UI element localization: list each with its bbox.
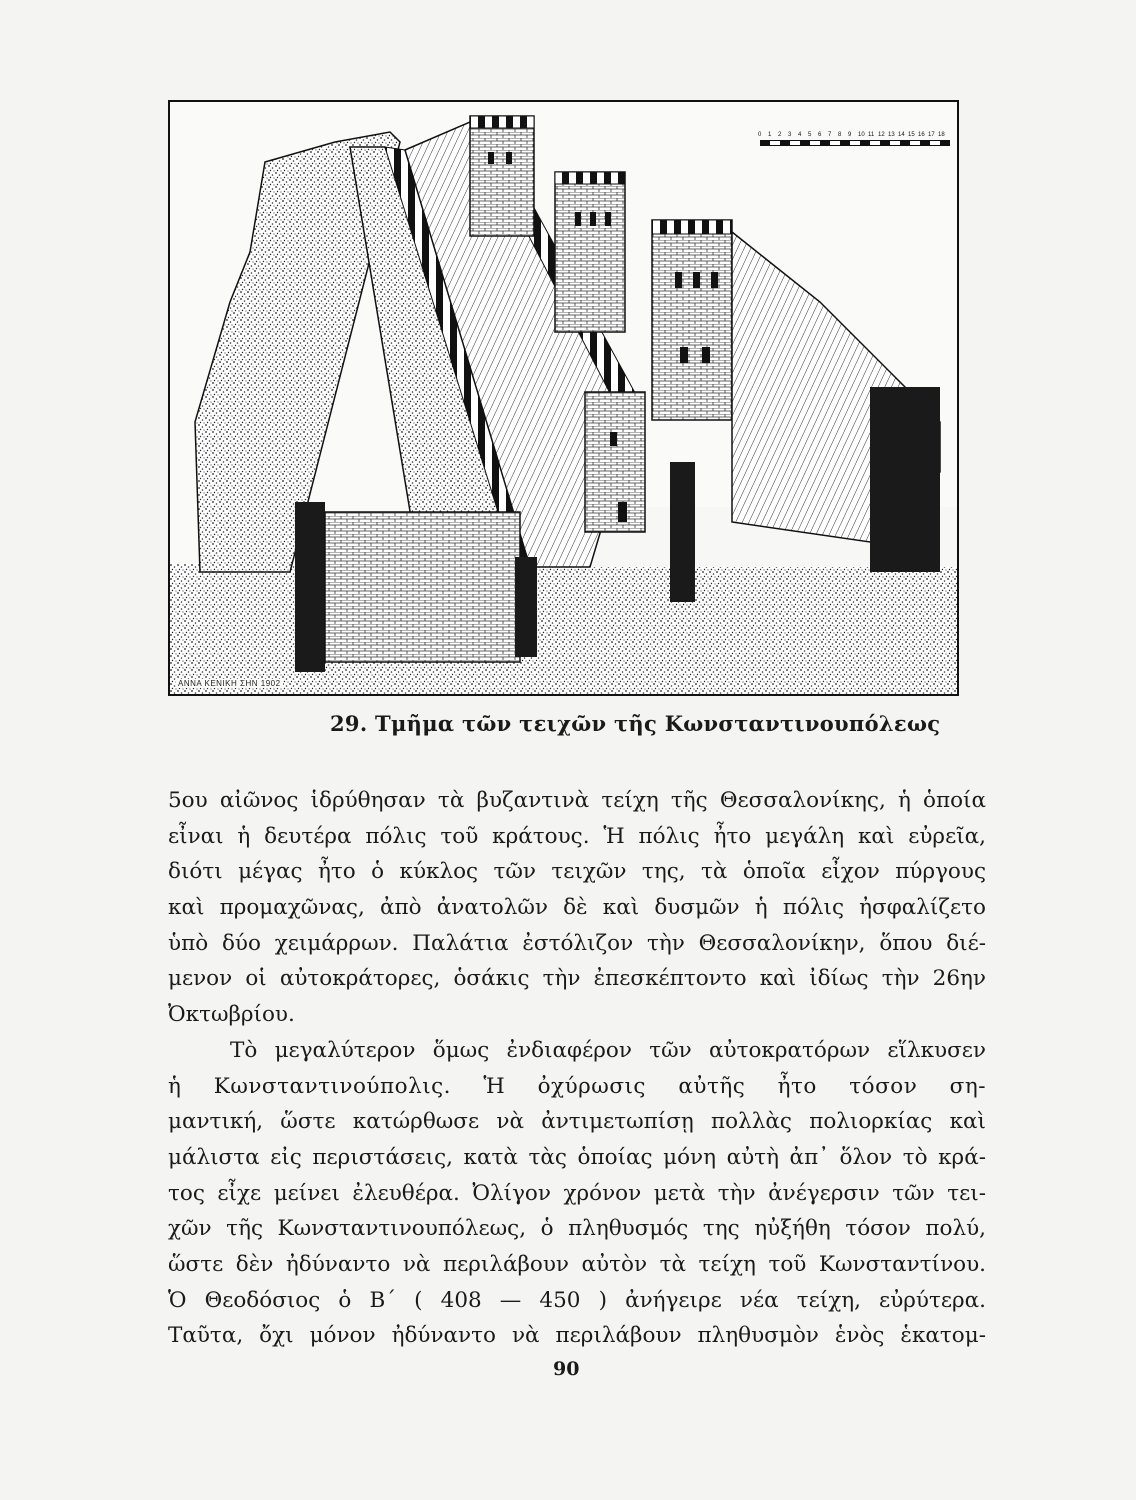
text-line: ὑπὸ δύο χειμάρρων. Παλάτια ἐστόλιζον τὴν Θεσσαλονίκην, ὅπου διέ-	[168, 930, 986, 956]
text-line: τος εἶχε μείνει ἐλευθέρα. Ὀλίγον χρόνον μετὰ τὴν ἀνέγερσιν τῶν τει-	[168, 1180, 986, 1206]
walls-drawing	[170, 102, 957, 694]
figure-caption: 29. Τμῆμα τῶν τειχῶν τῆς Κωνσταντινουπόλεως	[330, 711, 941, 736]
scale-label: 7	[828, 132, 832, 138]
scale-label: 9	[848, 132, 852, 138]
text-line: χῶν τῆς Κωνσταντινουπόλεως, ὁ πληθυσμός της ηὐξήθη τόσον πολύ,	[168, 1216, 986, 1242]
page-number: 90	[553, 1358, 580, 1380]
scale-label: 18	[938, 132, 945, 138]
artist-signature: ΑΝΝΑ ΚΕΝΙΚΗ ΣΗΝ 1902	[178, 679, 281, 688]
scale-label: 16	[918, 132, 925, 138]
scale-label: 4	[798, 132, 802, 138]
text-line: Ταῦτα, ὄχι μόνον ἠδύναντο νὰ περιλάβουν πληθυσμὸν ἑνὸς ἑκατομ-	[168, 1323, 986, 1349]
scale-label: 6	[818, 132, 822, 138]
scale-label: 1	[768, 132, 772, 138]
paragraph	[168, 783, 986, 1033]
text-line: 5ου αἰῶνος ἱδρύθησαν τὰ βυζαντινὰ τείχη τῆς Θεσσαλονίκης, ἡ ὁποία	[168, 788, 986, 813]
scale-label: 17	[928, 132, 935, 138]
scale-label: 12	[878, 132, 885, 138]
text-line: διότι μέγας ἦτο ὁ κύκλος τῶν τειχῶν της, τὰ ὁποῖα εἶχον πύργους	[168, 859, 986, 885]
text-line: εἶναι ἡ δευτέρα πόλις τοῦ κράτους. Ἡ πόλις ἦτο μεγάλη καὶ εὐρεῖα,	[168, 823, 986, 849]
scale-label: 5	[808, 132, 812, 138]
figure-illustration	[168, 100, 959, 696]
scale-label: 14	[898, 132, 905, 138]
text-line: ὥστε δὲν ἠδύναντο νὰ περιλάβουν αὐτὸν τὰ τείχη τοῦ Κωνσταντίνου.	[168, 1251, 986, 1277]
scale-label: 15	[908, 132, 915, 138]
text-line: Ὀκτωβρίου.	[168, 1002, 295, 1028]
paragraph	[168, 1033, 986, 1354]
scale-label: 10	[858, 132, 865, 138]
scale-label: 3	[788, 132, 792, 138]
body-text	[168, 783, 986, 1354]
text-line: μάλιστα εἰς περιστάσεις, κατὰ τὰς ὁποίας μόνη αὐτὴ ἀπ᾽ ὅλον τὸ κρά-	[168, 1144, 986, 1170]
text-line: Τὸ μεγαλύτερον ὅμως ἐνδιαφέρον τῶν αὐτοκρατόρων εἵλκυσεν	[230, 1037, 986, 1063]
text-line: μαντική, ὥστε κατώρθωσε νὰ ἀντιμετωπίσῃ πολλὰς πολιορκίας καὶ	[168, 1109, 986, 1135]
text-line: καὶ προμαχῶνας, ἀπὸ ἀνατολῶν δὲ καὶ δυσμῶν ἡ πόλις ἠσφαλίζετο	[168, 895, 986, 921]
scale-label: 2	[778, 132, 782, 138]
scale-label: 11	[868, 132, 875, 138]
scale-label: 13	[888, 132, 895, 138]
text-line: μενον οἱ αὐτοκράτορες, ὁσάκις τὴν ἐπεσκέπτοντο καὶ ἰδίως τὴν 26ην	[168, 966, 986, 992]
text-line: Ὁ Θεοδόσιος ὁ Β΄ ( 408 — 450 ) ἀνήγειρε νέα τείχη, εὐρύτερα.	[168, 1287, 986, 1313]
scale-label: 0	[758, 132, 762, 138]
text-line: ἡ Κωνσταντινούπολις. Ἡ ὀχύρωσις αὐτῆς ἦτο τόσον ση-	[168, 1073, 986, 1099]
scale-label: 8	[838, 132, 842, 138]
scale-bar	[758, 132, 950, 146]
